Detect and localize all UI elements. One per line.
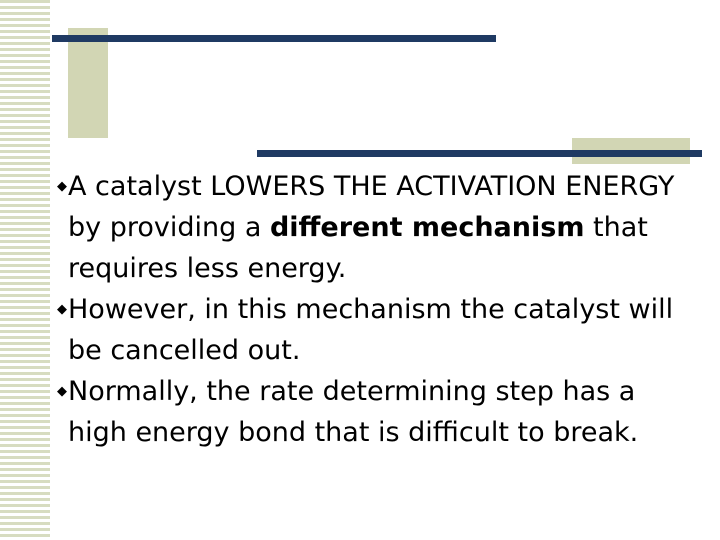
bullet-text: Normally, the rate determining step has a high energy bond that is difficult to break. xyxy=(68,376,639,448)
bullet-text-part: A catalyst LOWERS THE ACTIVATION ENERGY by providing a xyxy=(68,171,675,243)
bullet-list xyxy=(57,166,697,453)
decorative-stripe-band xyxy=(0,0,50,540)
bullet-icon: ◆ xyxy=(57,179,67,194)
decorative-bar-top xyxy=(52,35,496,42)
decorative-block-top xyxy=(68,28,108,138)
bullet-icon: ◆ xyxy=(57,302,67,317)
decorative-bar-right xyxy=(257,150,702,157)
bullet-icon: ◆ xyxy=(57,384,67,399)
bullet-text-bold: different mechanism xyxy=(269,212,585,243)
bullet-item-3 xyxy=(57,371,697,453)
bullet-item-1 xyxy=(57,166,697,289)
bullet-text: However, in this mechanism the catalyst will be cancelled out. xyxy=(68,294,674,366)
bullet-text-part: that requires less energy. xyxy=(68,212,648,284)
bullet-item-2 xyxy=(57,289,697,371)
